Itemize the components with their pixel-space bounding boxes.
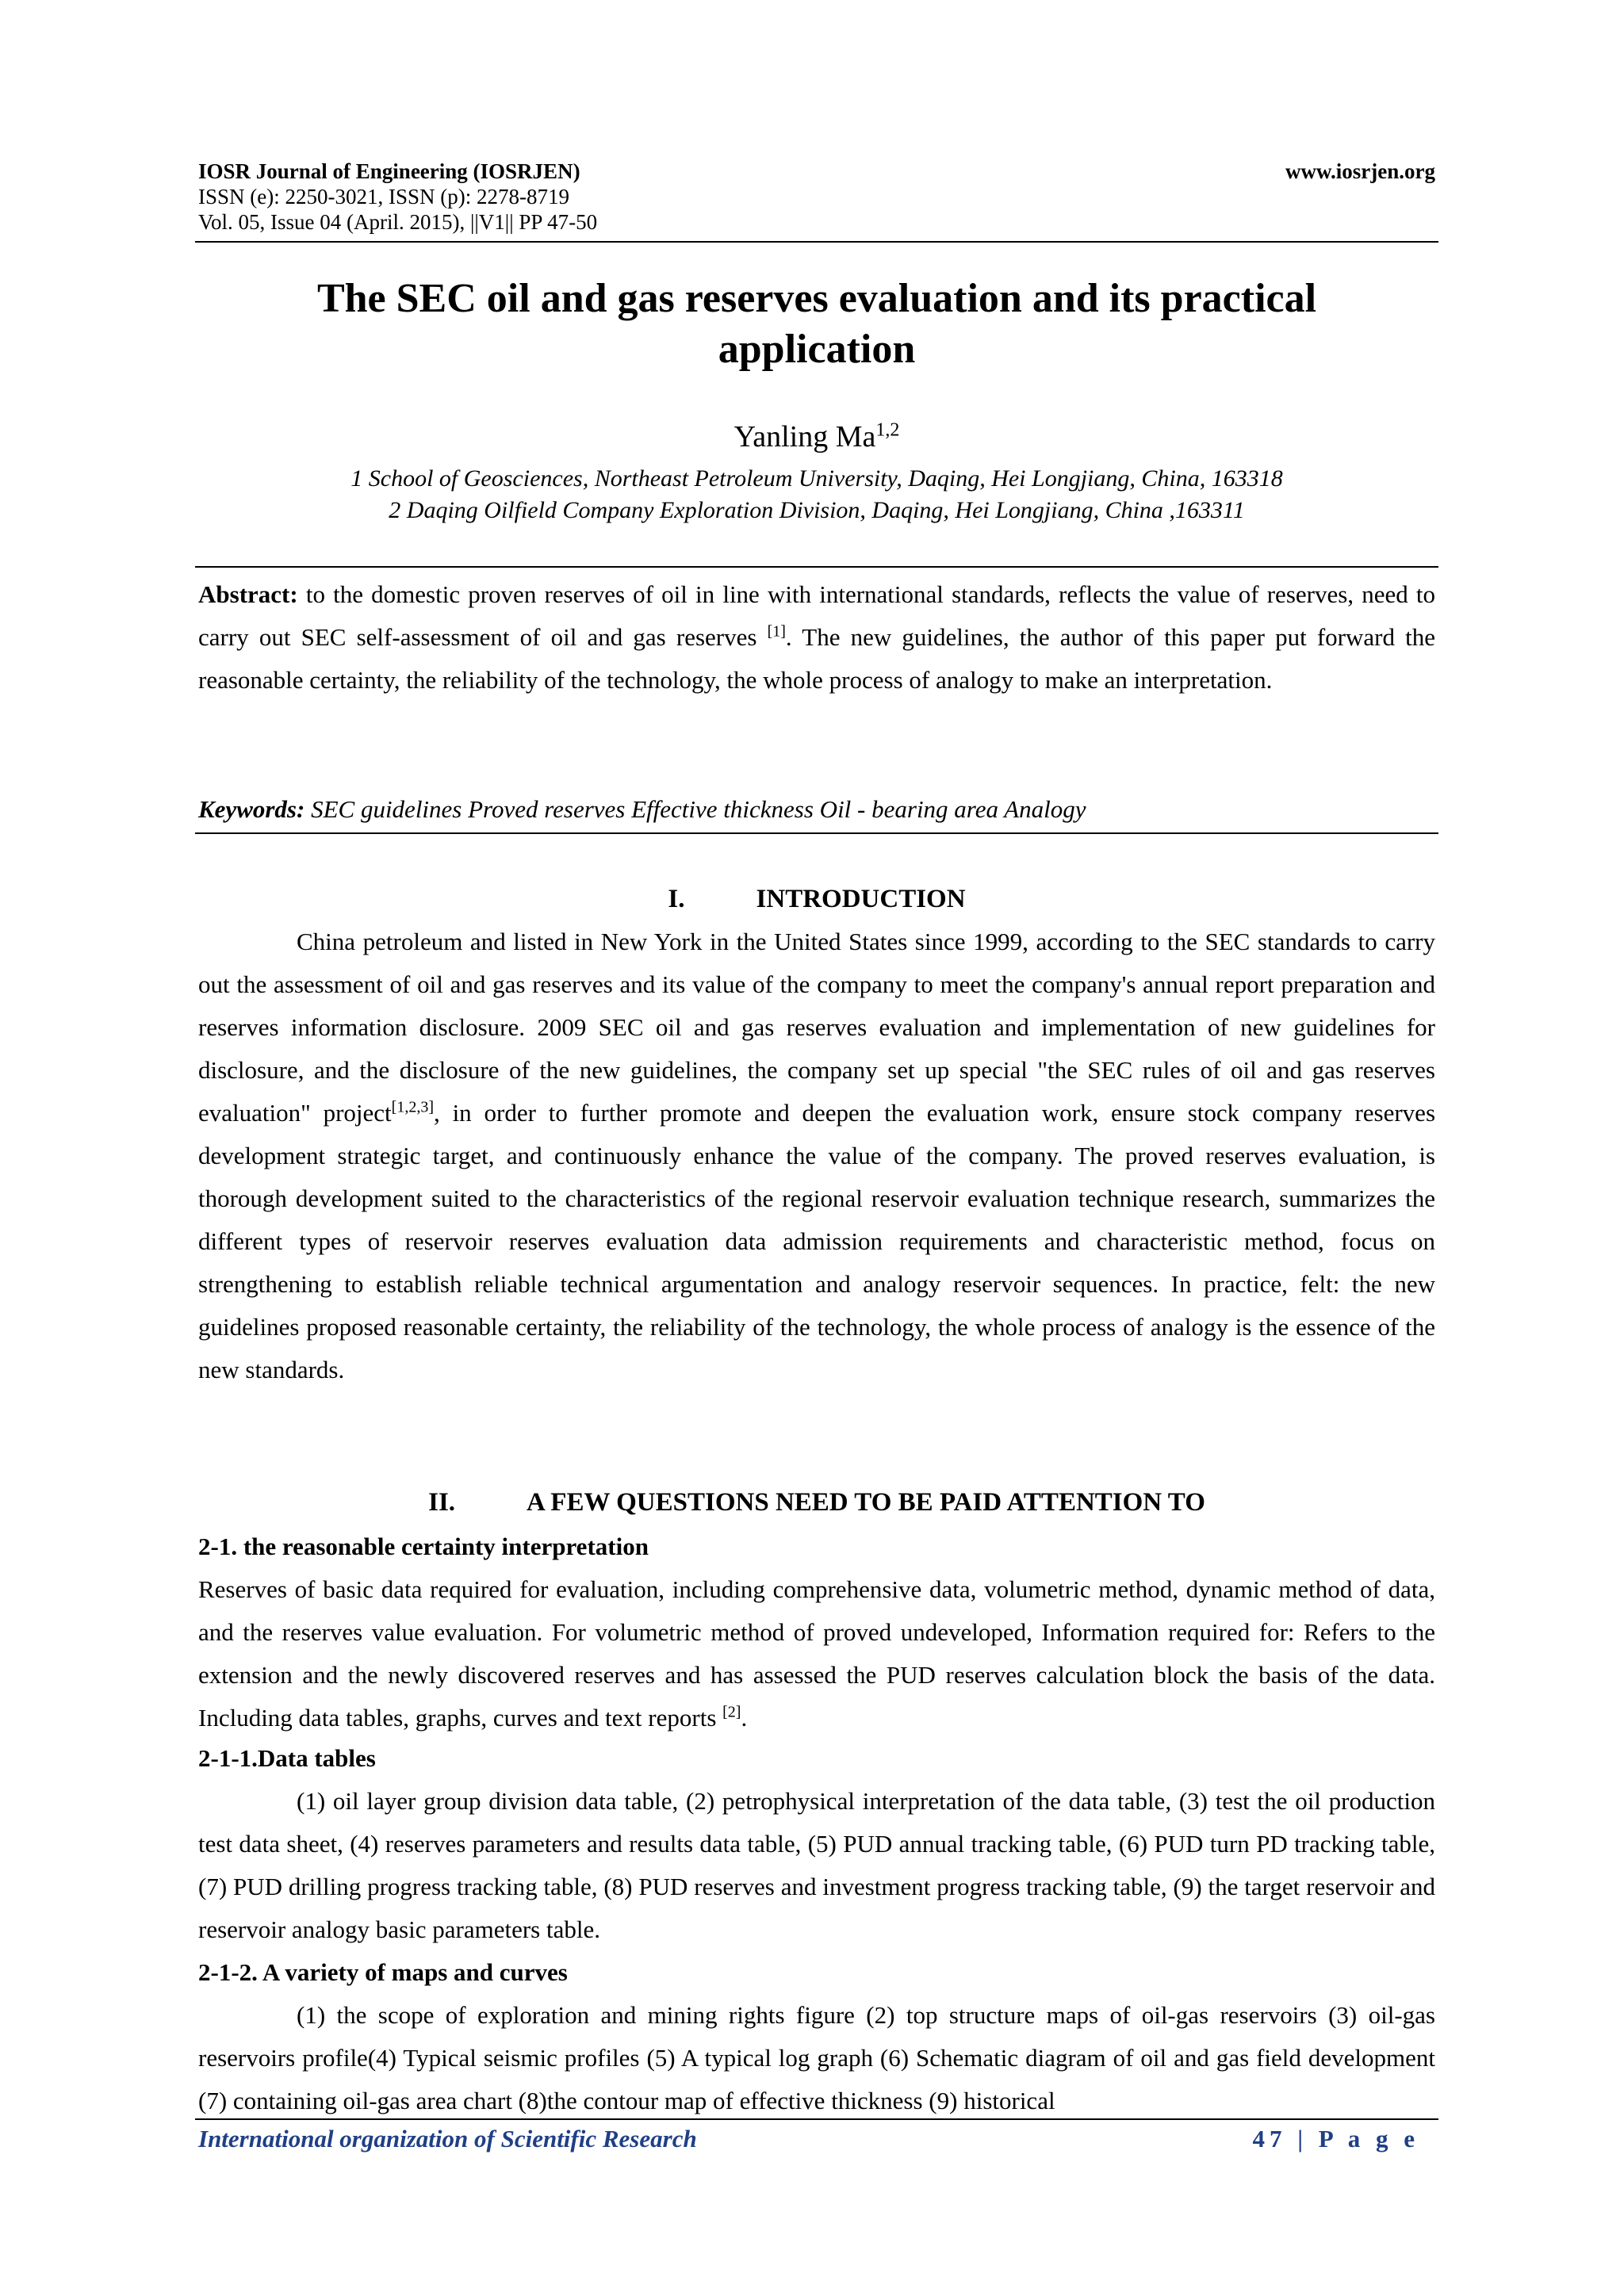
subsection-heading-reasonable-certainty: 2-1. the reasonable certainty interpretation (198, 1533, 649, 1560)
journal-website[interactable]: www.iosrjen.org (1285, 159, 1435, 183)
keywords-label: Keywords: (198, 795, 305, 823)
author-affiliation-marker: 1,2 (875, 419, 900, 441)
page-footer (198, 2123, 1419, 2155)
volume-line: Vol. 05, Issue 04 (April. 2015), ||V1|| PP 47-50 (198, 210, 598, 234)
author-name: Yanling Ma$^{1,2}$ (733, 419, 900, 453)
citation: [1,2,3] (391, 1098, 434, 1116)
subsection-heading-maps-curves: 2-1-2. A variety of maps and curves (198, 1958, 568, 1986)
reasonable-certainty-paragraph: Reserves of basic data required for evaluation, including comprehensive data, volumetric method, dynamic method of data, and the reserves value evaluation. For volumetric method of proved undeveloped, Information required for: Refers to the extension and the newly discovered reserves and has assessed the PUD reserves calculation block the basis of the data. Including data tables, graphs, curves and text reports [2]. (198, 1575, 1435, 1732)
citation: [1] (767, 622, 786, 641)
header-divider (195, 241, 1438, 243)
footer-organization: International organization of Scientific Research (198, 2125, 697, 2152)
subsection-heading-data-tables: 2-1-1.Data tables (198, 1744, 376, 1772)
section-heading-introduction: I. INTRODUCTION (668, 885, 966, 913)
journal-header (198, 159, 1435, 235)
data-tables-paragraph: (1) oil layer group division data table, (2) petrophysical interpretation of the data table, (3) test the oil production test data sheet, (4) reserves parameters and results data table, (5) PUD annual tracking table, (6) PUD turn PD tracking table, (7) PUD drilling progress tracking table, (8) PUD reserves and investment progress tracking table, (9) the target reservoir and reservoir analogy basic parameters table. (198, 1787, 1435, 1943)
citation: [2] (722, 1703, 741, 1721)
section-heading-questions: II. A FEW QUESTIONS NEED TO BE PAID ATTENTION TO (428, 1488, 1205, 1517)
abstract: Abstract: to the domestic proven reserves of oil in line with international standards, reflects the value of reserves, need to carry out SEC self-assessment of oil and gas reserves [1]. The new guidelines, the author of this paper put forward the reasonable certainty, the reliability of the technology, the whole process of analogy to make an interpretation. (198, 580, 1435, 694)
keywords: Keywords: SEC guidelines Proved reserves Effective thickness Oil - bearing area Analogy (198, 795, 1086, 823)
keywords-divider (195, 832, 1438, 834)
issn-line: ISSN (e): 2250-3021, ISSN (p): 2278-8719 (198, 185, 569, 209)
paper-title: The SEC oil and gas reserves evaluation and its practical application (316, 276, 1317, 372)
footer-divider (195, 2118, 1438, 2120)
journal-name: IOSR Journal of Engineering (IOSRJEN) (198, 159, 580, 183)
abstract-label: Abstract: (198, 580, 298, 608)
maps-curves-paragraph: (1) the scope of exploration and mining rights figure (2) top structure maps of oil-gas reservoirs (3) oil-gas reservoirs profile(4) Typical seismic profiles (5) A typical log graph (6) Schematic diagram of oil and gas field development (7) containing oil-gas area chart (8)the contour map of effective thickness (9) historical (198, 2001, 1435, 2114)
affiliation-2: 2 Daqing Oilfield Company Exploration Division, Daqing, Hei Longjiang, China ,163311 (389, 497, 1245, 523)
abstract-top-divider (195, 566, 1438, 568)
page-number: 47 | P a g e (1252, 2125, 1419, 2152)
affiliation-1: 1 School of Geosciences, Northeast Petroleum University, Daqing, Hei Longjiang, China, 163318 (350, 465, 1283, 492)
introduction-paragraph: China petroleum and listed in New York in the United States since 1999, according to the SEC standards to carry out the assessment of oil and gas reserves and its value of the company to meet the company's annual report preparation and reserves information disclosure. 2009 SEC oil and gas reserves evaluation and implementation of new guidelines for disclosure, and the disclosure of the new guidelines, the company set up special "the SEC rules of oil and gas reserves evaluation" project[1,2,3], in order to further promote and deepen the evaluation work, ensure stock company reserves development strategic target, and continuously enhance the value of the company. The proved reserves evaluation, is thorough development suited to the characteristics of the regional reservoir evaluation technique research, summarizes the different types of reservoir reserves evaluation data admission requirements and characteristic method, focus on strengthening to establish reliable technical argumentation and analogy reservoir sequences. In practice, felt: the new guidelines proposed reasonable certainty, the reliability of the technology, the whole process of analogy is the essence of the new standards. (198, 928, 1436, 1383)
